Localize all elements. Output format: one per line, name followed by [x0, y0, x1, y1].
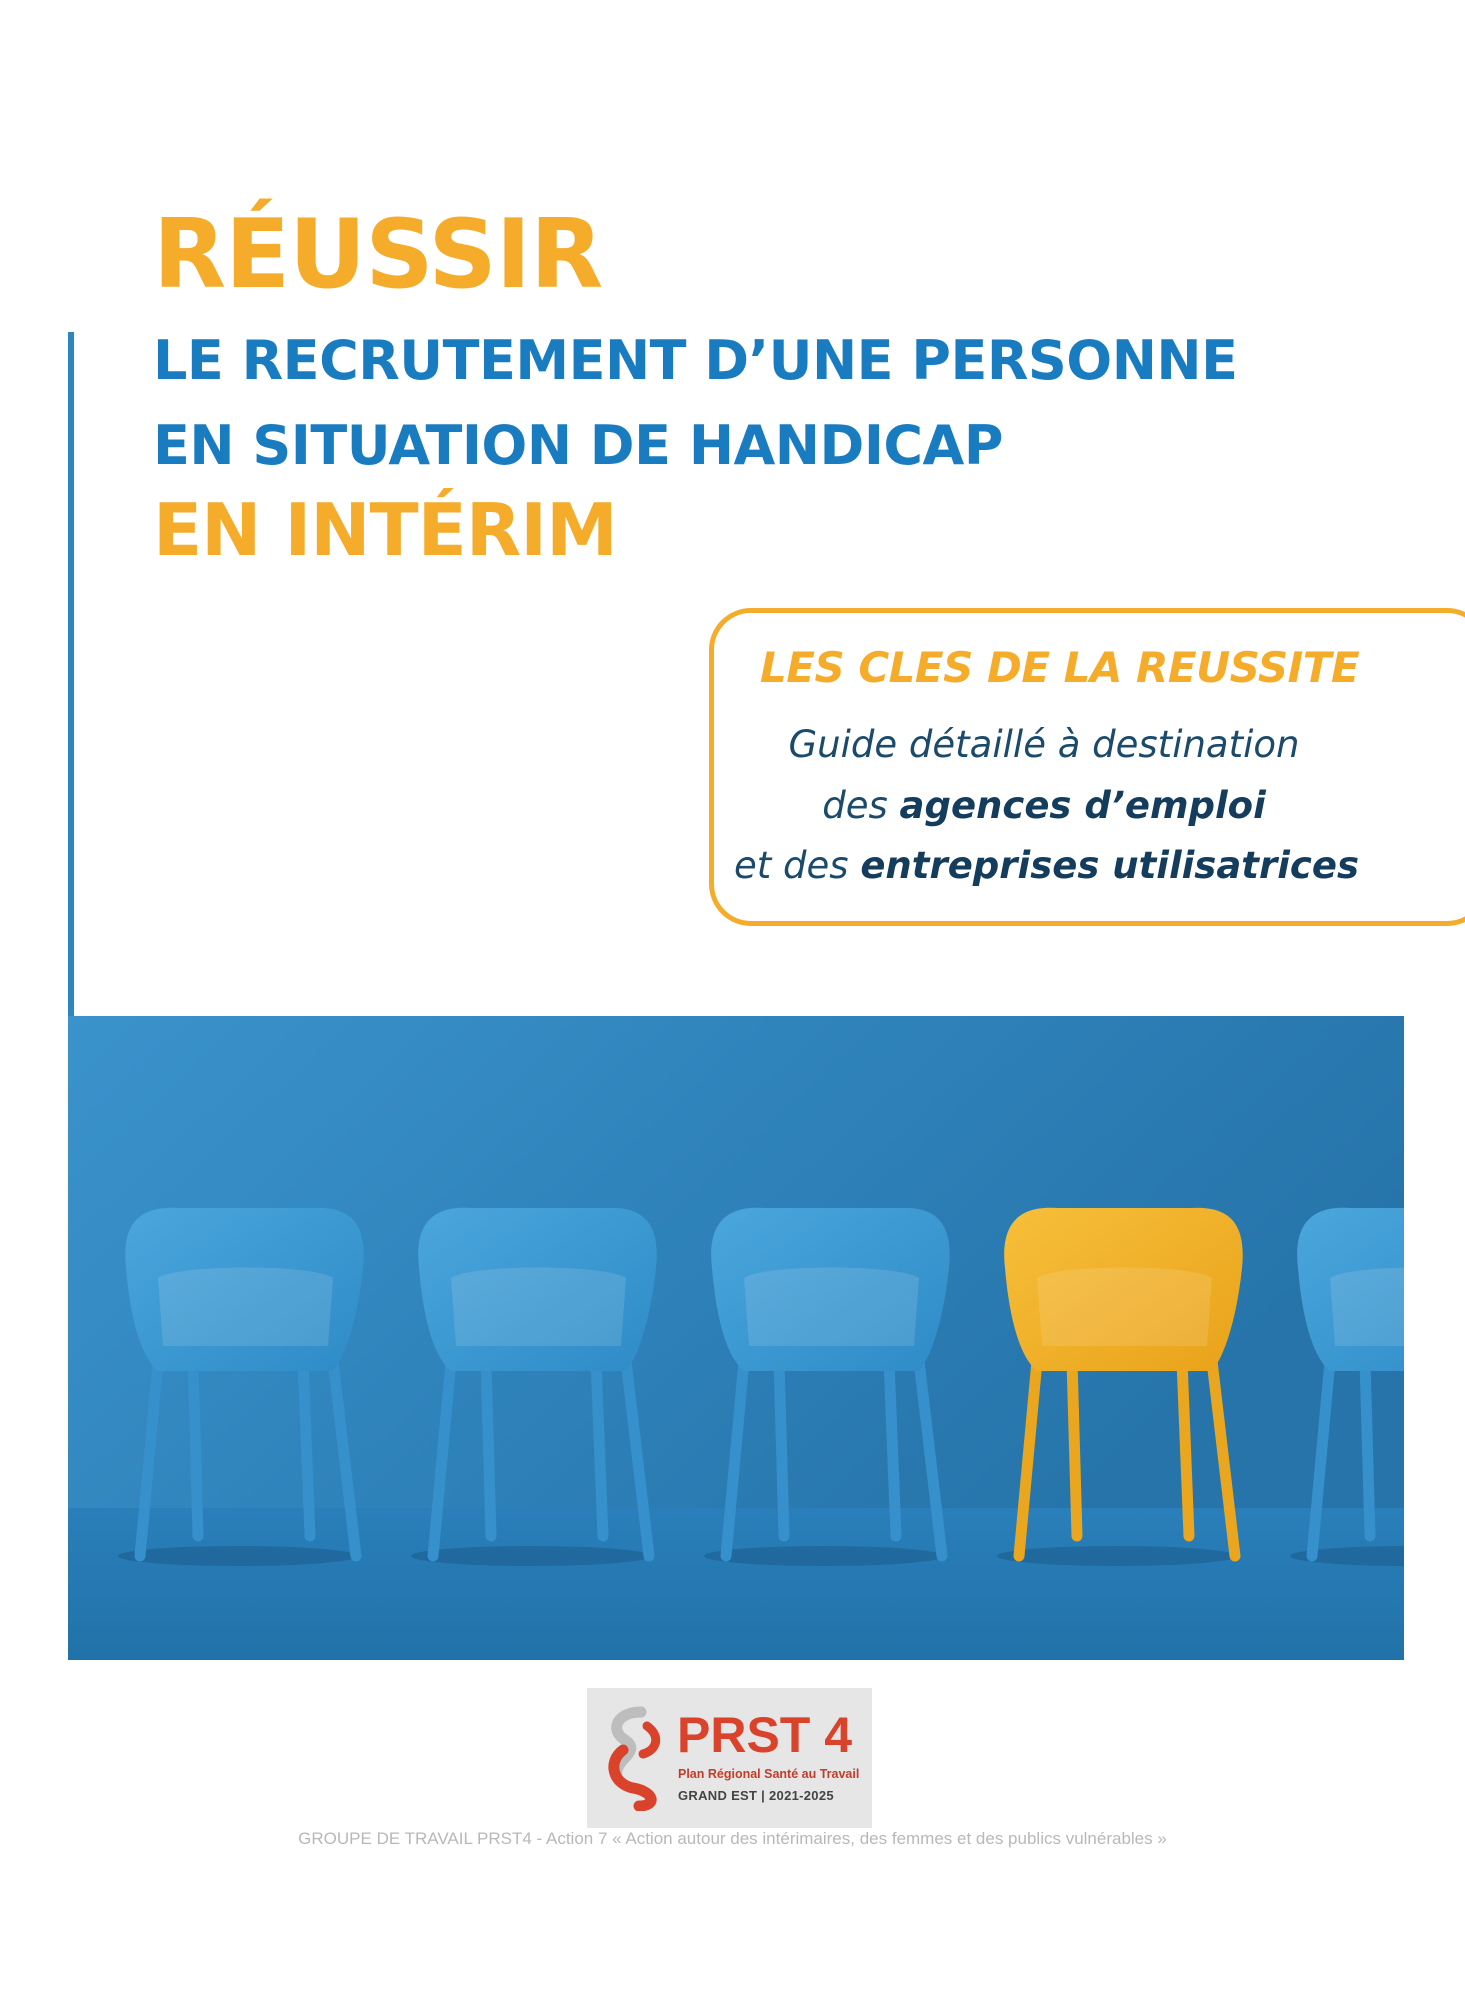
keys-line-2-bold: agences d’emploi [899, 784, 1266, 827]
accent-bar [68, 332, 74, 1022]
keys-line-3-bold: entreprises utilisatrices [860, 844, 1359, 887]
cover-subtitle-line2: EN SITUATION DE HANDICAP [153, 414, 1003, 477]
keys-line-1: Guide détaillé à destination [788, 723, 1300, 766]
cover-title: RÉUSSIR [153, 200, 603, 310]
keys-heading: LES CLES DE LA REUSSITE [760, 643, 1360, 692]
prst-logo-mark-icon [603, 1706, 673, 1811]
footer-text: GROUPE DE TRAVAIL PRST4 - Action 7 « Action autour des intérimaires, des femmes et des publics vulnérables » [298, 1829, 1167, 1848]
keys-box [709, 608, 1465, 926]
cover-title-bottom: EN INTÉRIM [153, 488, 617, 572]
prst-logo-tagline: Plan Régional Santé au Travail [678, 1767, 860, 1781]
cover-subtitle-line1: LE RECRUTEMENT D’UNE PERSONNE [153, 329, 1238, 392]
keys-line-2 [734, 784, 1354, 827]
floor [68, 1508, 1404, 1660]
prst-logo [587, 1688, 872, 1828]
prst-logo-name: PRST 4 [677, 1707, 853, 1763]
chairs-photo [68, 1016, 1404, 1660]
keys-line-2-prefix: des [822, 784, 900, 827]
keys-line-3 [734, 844, 1359, 887]
keys-line-3-prefix: et des [734, 844, 861, 887]
prst-logo-region: GRAND EST | 2021-2025 [678, 1788, 834, 1803]
chairs-illustration [68, 1016, 1404, 1660]
